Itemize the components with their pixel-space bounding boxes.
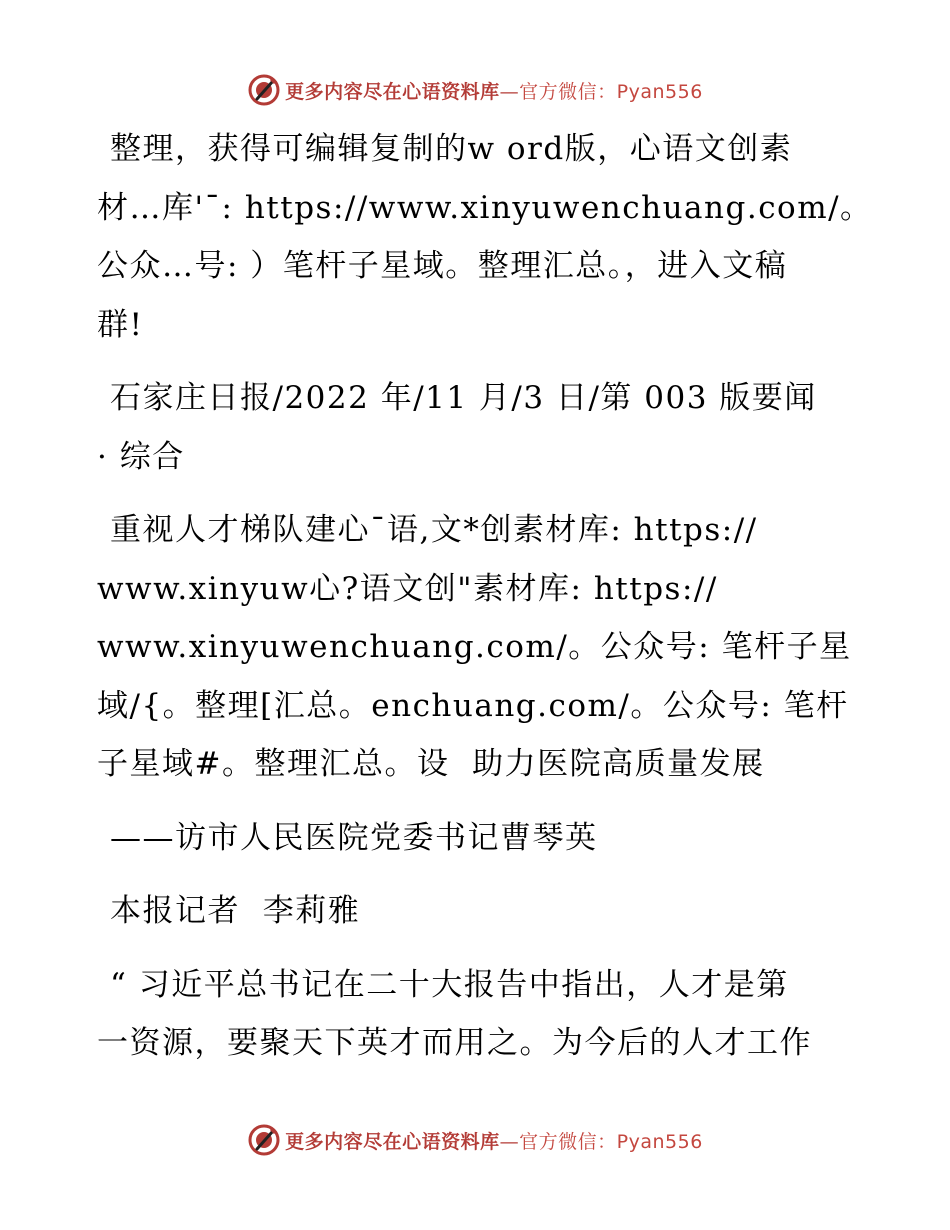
text-line: “ 习近平总书记在二十大报告中指出，人才是第 [110, 966, 789, 1003]
text-line: ——访市人民医院党委书记曹琴英 [110, 819, 598, 856]
header-banner [0, 70, 950, 110]
text-line: 域/{。整理[汇总。enchuang.com/。公众号: 笔杆 [97, 687, 849, 724]
banner-wechat: 官方微信：Pyan556 [519, 80, 703, 103]
text-line: 本报记者 李莉雅 [110, 893, 361, 929]
banner-title: 更多内容尽在心语资料库 [285, 1130, 500, 1153]
subtitle-paragraph [97, 809, 857, 868]
text-line: 材…库'¯: https://www.xinyuwenchuang.com/。 [97, 189, 873, 226]
title-paragraph [97, 501, 857, 794]
text-line: www.xinyuwenchuang.com/。公众号: 笔杆子星 [97, 629, 852, 665]
body-paragraph [97, 956, 857, 1073]
banner-wechat: 官方微信：Pyan556 [519, 1130, 703, 1153]
text-line: 整理，获得可编辑复制的w ord版，心语文创素 [110, 131, 793, 167]
logo-icon [247, 1123, 281, 1157]
text-line: 群! [97, 306, 144, 343]
text-line: 重视人才梯队建心¯语,文*创素材库: https:// [110, 512, 758, 548]
text-line: 一资源，要聚天下英才而用之。为今后的人才工作 [97, 1025, 812, 1061]
text-line: 公众…号: ）笔杆子星域。整理汇总。，进入文稿 [97, 248, 788, 284]
text-line: 石家庄日报/2022 年/11 月/3 日/第 003 版要闻 [110, 380, 817, 416]
footer-banner [0, 1120, 950, 1160]
document-body [97, 120, 873, 1088]
banner-separator: — [499, 80, 520, 103]
text-line: 子星域#。整理汇总。设 助力医院高质量发展 [97, 746, 765, 782]
text-line: www.xinyuw心?语文创"素材库: https:// [97, 570, 718, 607]
banner-text [285, 1127, 703, 1154]
byline-paragraph [97, 882, 857, 941]
source-paragraph [97, 369, 857, 486]
logo-icon [247, 73, 281, 107]
intro-paragraph [97, 120, 873, 354]
banner-separator: — [499, 1130, 520, 1153]
banner-title: 更多内容尽在心语资料库 [285, 80, 500, 103]
banner-text [285, 77, 703, 104]
text-line: · 综合 [97, 438, 185, 475]
